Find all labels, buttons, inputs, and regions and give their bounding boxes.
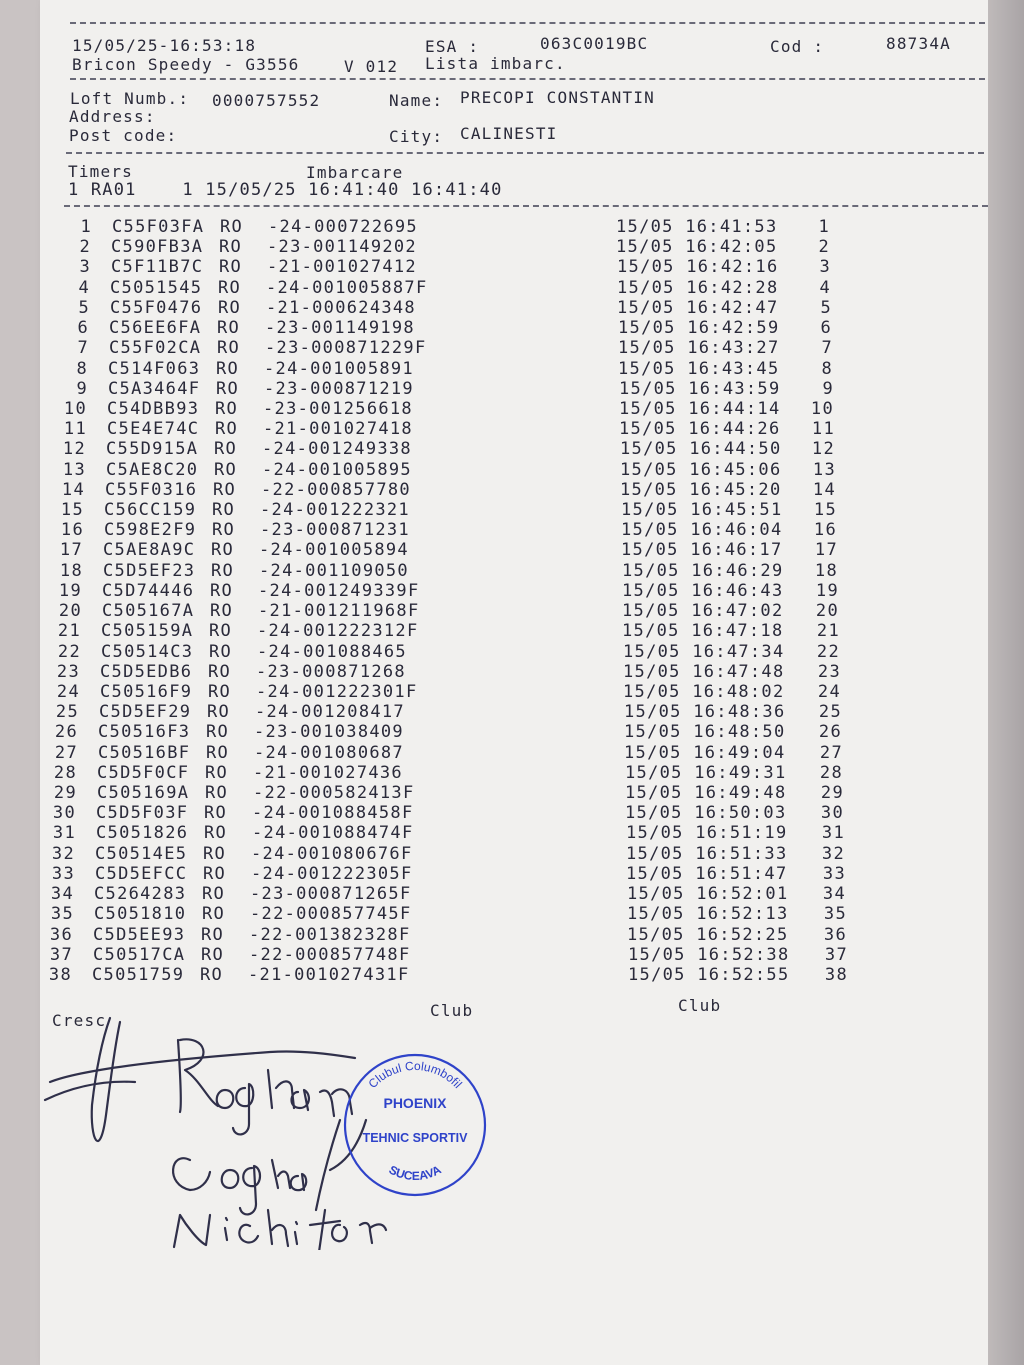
basketing-time: 15/05 16:48:50 — [624, 722, 786, 742]
ring-number: -23-000871219 — [264, 379, 414, 399]
row-index: 6 — [77, 318, 89, 338]
ring-number: -24-001222321 — [260, 500, 410, 520]
country-code: RO — [214, 439, 238, 459]
ring-number: -21-001027412 — [267, 257, 417, 277]
ring-number: -23-001149198 — [265, 318, 415, 338]
chip-id: C55D915A — [106, 439, 199, 459]
row-index: 3 — [79, 257, 91, 277]
chip-id: C54DBB93 — [107, 399, 200, 419]
list-row — [0, 561, 1024, 581]
order-number: 4 — [819, 278, 831, 298]
row-index: 13 — [62, 460, 86, 480]
stamp-name: PHOENIX — [383, 1095, 447, 1111]
chip-id: C50516BF — [98, 743, 191, 763]
ring-number: -21-001027418 — [263, 419, 413, 439]
chip-id: C56EE6FA — [109, 318, 202, 338]
chip-id: C55F0316 — [105, 480, 198, 500]
row-index: 26 — [54, 722, 78, 742]
list-row — [0, 823, 1024, 843]
list-row — [0, 702, 1024, 722]
basketing-time: 15/05 16:42:16 — [617, 257, 779, 277]
cod-label: Cod : — [770, 37, 825, 56]
row-index: 32 — [51, 844, 75, 864]
list-title: Lista imbarc. — [425, 54, 566, 73]
basketing-time: 15/05 16:45:06 — [620, 460, 782, 480]
ring-number: -23-000871268 — [256, 662, 406, 682]
order-number: 36 — [823, 925, 847, 945]
country-code: RO — [204, 823, 228, 843]
order-number: 29 — [820, 783, 844, 803]
country-code: RO — [206, 743, 230, 763]
ring-number: -24-001208417 — [255, 702, 405, 722]
ring-number: -24-001088474F — [252, 823, 414, 843]
order-number: 1 — [818, 217, 830, 237]
ring-number: -24-001005894 — [259, 540, 409, 560]
list-row — [0, 217, 1024, 237]
list-row — [0, 540, 1024, 560]
list-row — [0, 601, 1024, 621]
ring-number: -21-000624348 — [266, 298, 416, 318]
basketing-time: 15/05 16:52:38 — [628, 945, 790, 965]
basketing-time: 15/05 16:41:53 — [616, 217, 778, 237]
chip-id: C505167A — [102, 601, 195, 621]
chip-id: C50516F3 — [98, 722, 191, 742]
ring-number: -23-000871229F — [265, 338, 427, 358]
basketing-time: 15/05 16:44:14 — [619, 399, 781, 419]
country-code: RO — [202, 904, 226, 924]
chip-id: C505159A — [101, 621, 194, 641]
order-number: 32 — [821, 844, 845, 864]
ring-number: -22-000857748F — [249, 945, 411, 965]
list-row — [0, 318, 1024, 338]
row-index: 1 — [80, 217, 92, 237]
basketing-time: 15/05 16:43:27 — [618, 338, 780, 358]
country-code: RO — [216, 379, 240, 399]
order-number: 25 — [818, 702, 842, 722]
country-code: RO — [212, 520, 236, 540]
order-number: 11 — [811, 419, 835, 439]
basketing-time: 15/05 16:42:28 — [617, 278, 779, 298]
divider-line — [64, 205, 988, 207]
order-number: 38 — [824, 965, 848, 985]
ring-number: -24-001222305F — [251, 864, 413, 884]
list-row — [0, 844, 1024, 864]
list-row — [0, 722, 1024, 742]
ring-number: -21-001027436 — [253, 763, 403, 783]
ring-number: -24-001222301F — [256, 682, 418, 702]
row-index: 24 — [56, 682, 80, 702]
list-row — [0, 864, 1024, 884]
country-code: RO — [208, 682, 232, 702]
device-name: Bricon Speedy - G3556 — [72, 55, 300, 74]
divider-line — [70, 22, 985, 24]
order-number: 17 — [814, 540, 838, 560]
basketing-time: 15/05 16:49:04 — [624, 743, 786, 763]
ring-number: -23-001256618 — [263, 399, 413, 419]
order-number: 7 — [821, 338, 833, 358]
order-number: 13 — [812, 460, 836, 480]
chip-id: C5D5EF23 — [103, 561, 196, 581]
ring-number: -23-000871265F — [250, 884, 412, 904]
list-row — [0, 298, 1024, 318]
order-number: 16 — [813, 520, 837, 540]
order-number: 10 — [810, 399, 834, 419]
basketing-time: 15/05 16:48:02 — [623, 682, 785, 702]
order-number: 21 — [816, 621, 840, 641]
ring-number: -24-001249339F — [258, 581, 420, 601]
name-label: Name: — [389, 91, 444, 110]
order-number: 33 — [822, 864, 846, 884]
basketing-time: 15/05 16:43:59 — [619, 379, 781, 399]
stamp-middle-text: TEHNIC SPORTIV — [362, 1131, 468, 1145]
chip-id: C50514C3 — [101, 642, 194, 662]
list-row — [0, 662, 1024, 682]
divider-line — [70, 78, 985, 80]
row-index: 14 — [61, 480, 85, 500]
basketing-time: 15/05 16:51:19 — [626, 823, 788, 843]
basketing-time: 15/05 16:48:36 — [624, 702, 786, 722]
order-number: 35 — [823, 904, 847, 924]
city-value: CALINESTI — [460, 124, 558, 143]
city-label: City: — [389, 127, 444, 146]
country-code: RO — [201, 945, 225, 965]
device-version: V 012 — [344, 57, 399, 76]
imbarcare-label: Imbarcare — [306, 163, 404, 182]
row-index: 31 — [52, 823, 76, 843]
row-index: 16 — [60, 520, 84, 540]
chip-id: C5AE8A9C — [103, 540, 196, 560]
row-index: 7 — [77, 338, 89, 358]
ring-number: -23-001149202 — [267, 237, 417, 257]
row-index: 36 — [49, 925, 73, 945]
stamp-bottom-text: SUCEAVA — [386, 1162, 444, 1184]
basketing-time: 15/05 16:47:18 — [622, 621, 784, 641]
order-number: 24 — [817, 682, 841, 702]
basketing-time: 15/05 16:51:33 — [626, 844, 788, 864]
chip-id: C5D74446 — [102, 581, 195, 601]
basketing-time: 15/05 16:43:45 — [618, 359, 780, 379]
row-index: 15 — [60, 500, 84, 520]
row-index: 35 — [50, 904, 74, 924]
postcode-label: Post code: — [69, 126, 178, 145]
ring-number: -24-001222312F — [257, 621, 419, 641]
list-row — [0, 237, 1024, 257]
order-number: 15 — [813, 500, 837, 520]
country-code: RO — [213, 480, 237, 500]
list-row — [0, 743, 1024, 763]
order-number: 23 — [817, 662, 841, 682]
list-row — [0, 642, 1024, 662]
basketing-time: 15/05 16:52:25 — [627, 925, 789, 945]
row-index: 10 — [63, 399, 87, 419]
order-number: 18 — [814, 561, 838, 581]
country-code: RO — [220, 217, 244, 237]
country-code: RO — [218, 278, 242, 298]
ring-number: -24-001080687 — [254, 743, 404, 763]
ring-number: -24-001005887F — [266, 278, 428, 298]
loft-value: 0000757552 — [212, 91, 321, 110]
basketing-time: 15/05 16:52:01 — [627, 884, 789, 904]
basketing-time: 15/05 16:44:26 — [619, 419, 781, 439]
country-code: RO — [217, 338, 241, 358]
chip-id: C5051759 — [92, 965, 185, 985]
order-number: 20 — [815, 601, 839, 621]
row-index: 4 — [78, 278, 90, 298]
chip-id: C5D5F03F — [96, 803, 189, 823]
country-code: RO — [212, 500, 236, 520]
order-number: 27 — [819, 743, 843, 763]
row-index: 33 — [51, 864, 75, 884]
order-number: 6 — [820, 318, 832, 338]
order-number: 3 — [819, 257, 831, 277]
basketing-time: 15/05 16:47:02 — [622, 601, 784, 621]
ring-number: -22-000582413F — [253, 783, 415, 803]
chip-id: C5D5EE93 — [93, 925, 186, 945]
list-row — [0, 278, 1024, 298]
country-code: RO — [219, 237, 243, 257]
order-number: 37 — [824, 945, 848, 965]
order-number: 9 — [822, 379, 834, 399]
list-row — [0, 884, 1024, 904]
club-label: Club — [430, 1001, 474, 1020]
chip-id: C5D5EDB6 — [100, 662, 193, 682]
country-code: RO — [211, 540, 235, 560]
list-row — [0, 621, 1024, 641]
chip-id: C5D5EF29 — [99, 702, 192, 722]
cresc-label: Cresc — [52, 1011, 107, 1030]
country-code: RO — [201, 925, 225, 945]
row-index: 21 — [57, 621, 81, 641]
country-code: RO — [211, 561, 235, 581]
basketing-time: 15/05 16:52:55 — [628, 965, 790, 985]
list-row — [0, 965, 1024, 985]
country-code: RO — [214, 460, 238, 480]
row-index: 2 — [79, 237, 91, 257]
basketing-time: 15/05 16:46:04 — [621, 520, 783, 540]
basketing-time: 15/05 16:49:31 — [625, 763, 787, 783]
country-code: RO — [210, 581, 234, 601]
chip-id: C514F063 — [108, 359, 201, 379]
chip-id: C50517CA — [93, 945, 186, 965]
basketing-time: 15/05 16:42:59 — [618, 318, 780, 338]
chip-id: C5051545 — [110, 278, 203, 298]
basketing-time: 15/05 16:47:34 — [623, 642, 785, 662]
country-code: RO — [215, 419, 239, 439]
list-row — [0, 682, 1024, 702]
order-number: 14 — [812, 480, 836, 500]
list-row — [0, 581, 1024, 601]
row-index: 22 — [57, 642, 81, 662]
row-index: 23 — [56, 662, 80, 682]
row-index: 29 — [53, 783, 77, 803]
list-row — [0, 925, 1024, 945]
basketing-time: 15/05 16:45:20 — [620, 480, 782, 500]
order-number: 26 — [818, 722, 842, 742]
row-index: 25 — [55, 702, 79, 722]
row-index: 18 — [59, 561, 83, 581]
list-row — [0, 439, 1024, 459]
ring-number: -24-001005895 — [262, 460, 412, 480]
country-code: RO — [205, 783, 229, 803]
address-label: Address: — [69, 107, 156, 126]
country-code: RO — [218, 298, 242, 318]
country-code: RO — [209, 621, 233, 641]
chip-id: C598E2F9 — [104, 520, 197, 540]
country-code: RO — [203, 864, 227, 884]
row-index: 8 — [76, 359, 88, 379]
country-code: RO — [217, 318, 241, 338]
country-code: RO — [207, 702, 231, 722]
club-stamp — [340, 1050, 490, 1200]
row-index: 9 — [76, 379, 88, 399]
divider-line — [66, 152, 984, 154]
club-label: Club — [678, 996, 722, 1015]
chip-id: C5A3464F — [108, 379, 201, 399]
loft-label: Loft Numb.: — [70, 89, 190, 108]
order-number: 19 — [815, 581, 839, 601]
list-row — [0, 419, 1024, 439]
chip-id: C5D5F0CF — [97, 763, 190, 783]
chip-id: C56CC159 — [104, 500, 197, 520]
chip-id: C5051826 — [96, 823, 189, 843]
row-index: 5 — [78, 298, 90, 318]
ring-number: -22-000857745F — [250, 904, 412, 924]
chip-id: C55F03FA — [112, 217, 205, 237]
ring-number: -24-001249338 — [262, 439, 412, 459]
basketing-time: 15/05 16:50:03 — [625, 803, 787, 823]
chip-id: C5AE8C20 — [106, 460, 199, 480]
print-datetime: 15/05/25-16:53:18 — [72, 36, 257, 55]
country-code: RO — [206, 722, 230, 742]
basketing-time: 15/05 16:46:29 — [622, 561, 784, 581]
country-code: RO — [203, 844, 227, 864]
esa-value: 063C0019BC — [540, 34, 649, 53]
chip-id: C50516F9 — [100, 682, 193, 702]
row-index: 20 — [58, 601, 82, 621]
list-row — [0, 379, 1024, 399]
cod-value: 88734A — [886, 34, 951, 53]
order-number: 28 — [819, 763, 843, 783]
list-row — [0, 399, 1024, 419]
row-index: 38 — [48, 965, 72, 985]
chip-id: C5E4E74C — [107, 419, 200, 439]
order-number: 2 — [818, 237, 830, 257]
basketing-time: 15/05 16:49:48 — [625, 783, 787, 803]
country-code: RO — [204, 803, 228, 823]
ring-number: -24-001080676F — [251, 844, 413, 864]
list-row — [0, 257, 1024, 277]
chip-id: C5D5EFCC — [95, 864, 188, 884]
timers-label: Timers — [68, 162, 133, 181]
timer-line: 1 RA01 1 15/05/25 16:41:40 16:41:40 — [68, 180, 503, 200]
basketing-time: 15/05 16:46:43 — [622, 581, 784, 601]
ring-number: -22-000857780 — [261, 480, 411, 500]
row-index: 34 — [50, 884, 74, 904]
ring-number: -24-001088458F — [252, 803, 414, 823]
row-index: 27 — [54, 743, 78, 763]
row-index: 37 — [49, 945, 73, 965]
ring-number: -24-001088465 — [257, 642, 407, 662]
row-index: 28 — [53, 763, 77, 783]
basketing-time: 15/05 16:44:50 — [620, 439, 782, 459]
esa-label: ESA : — [425, 37, 480, 56]
ring-number: -24-001005891 — [264, 359, 414, 379]
country-code: RO — [208, 662, 232, 682]
country-code: RO — [202, 884, 226, 904]
country-code: RO — [215, 399, 239, 419]
chip-id: C5264283 — [94, 884, 187, 904]
list-row — [0, 460, 1024, 480]
ring-number: -21-001027431F — [248, 965, 410, 985]
row-index: 12 — [62, 439, 86, 459]
list-row — [0, 904, 1024, 924]
basketing-time: 15/05 16:47:48 — [623, 662, 785, 682]
order-number: 12 — [811, 439, 835, 459]
ring-number: -24-001109050 — [259, 561, 409, 581]
country-code: RO — [210, 601, 234, 621]
ring-number: -24-000722695 — [268, 217, 418, 237]
country-code: RO — [200, 965, 224, 985]
list-row — [0, 359, 1024, 379]
row-index: 19 — [58, 581, 82, 601]
list-row — [0, 520, 1024, 540]
ring-number: -23-001038409 — [254, 722, 404, 742]
name-value: PRECOPI CONSTANTIN — [460, 88, 655, 107]
row-index: 30 — [52, 803, 76, 823]
ring-number: -23-000871231 — [260, 520, 410, 540]
chip-id: C590FB3A — [111, 237, 204, 257]
ring-number: -22-001382328F — [249, 925, 411, 945]
list-row — [0, 338, 1024, 358]
ring-number: -21-001211968F — [258, 601, 420, 621]
order-number: 5 — [820, 298, 832, 318]
list-row — [0, 945, 1024, 965]
list-row — [0, 803, 1024, 823]
country-code: RO — [205, 763, 229, 783]
chip-id: C5051810 — [94, 904, 187, 924]
list-row — [0, 500, 1024, 520]
chip-id: C505169A — [97, 783, 190, 803]
order-number: 34 — [822, 884, 846, 904]
list-row — [0, 763, 1024, 783]
basketing-time: 15/05 16:51:47 — [626, 864, 788, 884]
basketing-time: 15/05 16:42:47 — [617, 298, 779, 318]
basketing-time: 15/05 16:52:13 — [627, 904, 789, 924]
chip-id: C55F0476 — [110, 298, 203, 318]
list-row — [0, 480, 1024, 500]
country-code: RO — [219, 257, 243, 277]
country-code: RO — [209, 642, 233, 662]
basketing-time: 15/05 16:45:51 — [621, 500, 783, 520]
row-index: 11 — [63, 419, 87, 439]
chip-id: C50514E5 — [95, 844, 188, 864]
chip-id: C55F02CA — [109, 338, 202, 358]
country-code: RO — [216, 359, 240, 379]
basketing-time: 15/05 16:46:17 — [621, 540, 783, 560]
list-row — [0, 783, 1024, 803]
chip-id: C5F11B7C — [111, 257, 204, 277]
order-number: 8 — [821, 359, 833, 379]
order-number: 31 — [821, 823, 845, 843]
order-number: 22 — [816, 642, 840, 662]
stamp-top-text: Clubul Columbofil — [365, 1058, 465, 1092]
order-number: 30 — [820, 803, 844, 823]
row-index: 17 — [59, 540, 83, 560]
basketing-time: 15/05 16:42:05 — [616, 237, 778, 257]
